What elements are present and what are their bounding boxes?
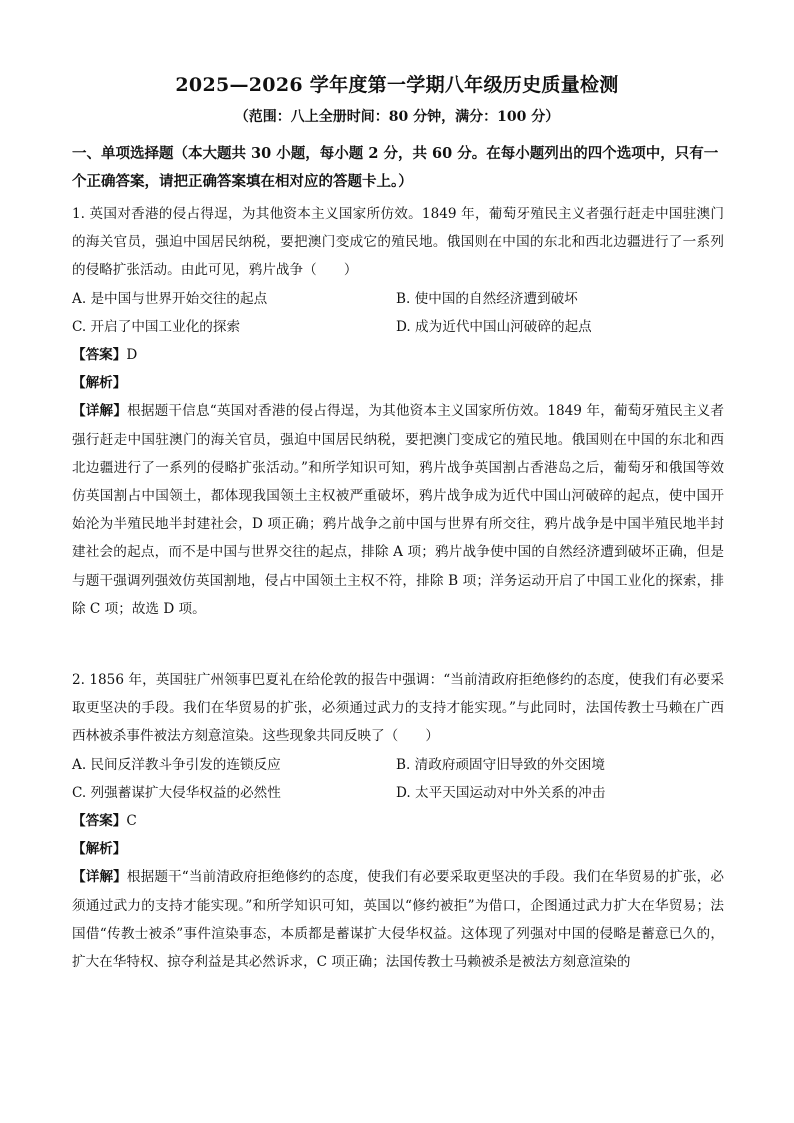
detail-paragraph xyxy=(72,863,724,976)
option-a: A. 民间反洋教斗争引发的连锁反应 xyxy=(72,756,281,773)
detail-paragraph xyxy=(72,397,724,623)
question-stem: 2. 1856 年，英国驻广州领事巴夏礼在给伦敦的报告中强调：“当前清政府拒绝修约的态度，使我们有必要采取更坚决的手段。我们在华贸易的扩张，必须通过武力的支持才能实现。”与此同时，法国传教士马赖在广西西林被杀事件被法方刻意渲染。这些现象共同反映了（ ） xyxy=(72,672,724,745)
detail-text: 根据题干“当前清政府拒绝修约的态度，使我们有必要采取更坚决的手段。我们在华贸易的扩张，必须通过武力的支持才能实现。”和所学知识可知，英国以“修约被拒”为借口，企图通过武力扩大在华贸易；法国借“传教士被杀”事件渲染事态，本质都是蓄谋扩大侵华权益。这体现了列强对中国的侵略是蓄意已久的，扩大在华特权、掠夺利益是其必然诉求，C 项正确；法国传教士马赖被杀是被法方刻意渲染的 xyxy=(72,869,725,971)
detail-tag: 【详解】 xyxy=(72,403,128,420)
analysis-tag: 【解析】 xyxy=(72,841,127,858)
question-2 xyxy=(72,666,724,976)
option-c: C. 列强蓄谋扩大侵华权益的必然性 xyxy=(72,784,281,801)
answer-line xyxy=(72,807,724,835)
option-d: D. 太平天国运动对中外关系的冲击 xyxy=(396,784,606,801)
question-stem: 1. 英国对香港的侵占得逞，为其他资本主义国家所仿效。1849 年，葡萄牙殖民主义者强行赶走中国驻澳门的海关官员，强迫中国居民纳税，要把澳门变成它的殖民地。俄国则在中国的东北和西北边疆进行了一系列的侵略扩张活动。由此可见，鸦片战争（ ） xyxy=(72,206,724,279)
option-d: D. 成为近代中国山河破碎的起点 xyxy=(396,318,592,335)
answer-value: C xyxy=(126,813,137,830)
question-1 xyxy=(72,200,724,623)
question-options xyxy=(72,285,724,341)
detail-text: 根据题干信息“英国对香港的侵占得逞，为其他资本主义国家所仿效。1849 年，葡萄牙殖民主义者强行赶走中国驻澳门的海关官员，强迫中国居民纳税，要把澳门变成它的殖民地。俄国则在中国的东北和西北边疆进行了一系列的侵略扩张活动。”和所学知识可知，鸦片战争英国割占香港岛之后，葡萄牙和俄国等效仿英国割占中国领土，都体现我国领土主权被严重破坏，鸦片战争成为近代中国山河破碎的起点，使中国开始沦为半殖民地半封建社会，D 项正确；鸦片战争之前中国与世界有所交往，鸦片战争是中国半殖民地半封建社会的起点，而不是中国与世界交往的起点，排除 A 项；鸦片战争使中国的自然经济遭到破坏正确，但是与题干强调列强效仿英国割地，侵占中国领土主权不符，排除 B 项；洋务运动开启了中国工业化的探索，排除 C 项；故选 D 项。 xyxy=(72,403,724,617)
page-title: 2025—2026 学年度第一学期八年级历史质量检测 xyxy=(175,74,619,96)
analysis-tag: 【解析】 xyxy=(72,375,127,392)
option-b: B. 使中国的自然经济遭到破坏 xyxy=(396,290,578,307)
answer-line xyxy=(72,341,724,369)
detail-tag: 【详解】 xyxy=(72,869,127,886)
answer-value: D xyxy=(126,347,138,364)
question-options xyxy=(72,751,724,807)
option-c: C. 开启了中国工业化的探索 xyxy=(72,318,241,335)
answer-tag: 【答案】 xyxy=(72,813,127,830)
section-heading: 一、单项选择题（本大题共 30 小题，每小题 2 分，共 60 分。在每小题列出的四个选项中，只有一个正确答案，请把正确答案填在相对应的答题卡上。） xyxy=(72,145,719,190)
page-subtitle: （范围：八上全册时间：80 分钟，满分：100 分） xyxy=(234,109,560,125)
option-a: A. 是中国与世界开始交往的起点 xyxy=(72,290,268,307)
answer-tag: 【答案】 xyxy=(72,347,127,364)
option-b: B. 清政府顽固守旧导致的外交困境 xyxy=(396,756,605,773)
